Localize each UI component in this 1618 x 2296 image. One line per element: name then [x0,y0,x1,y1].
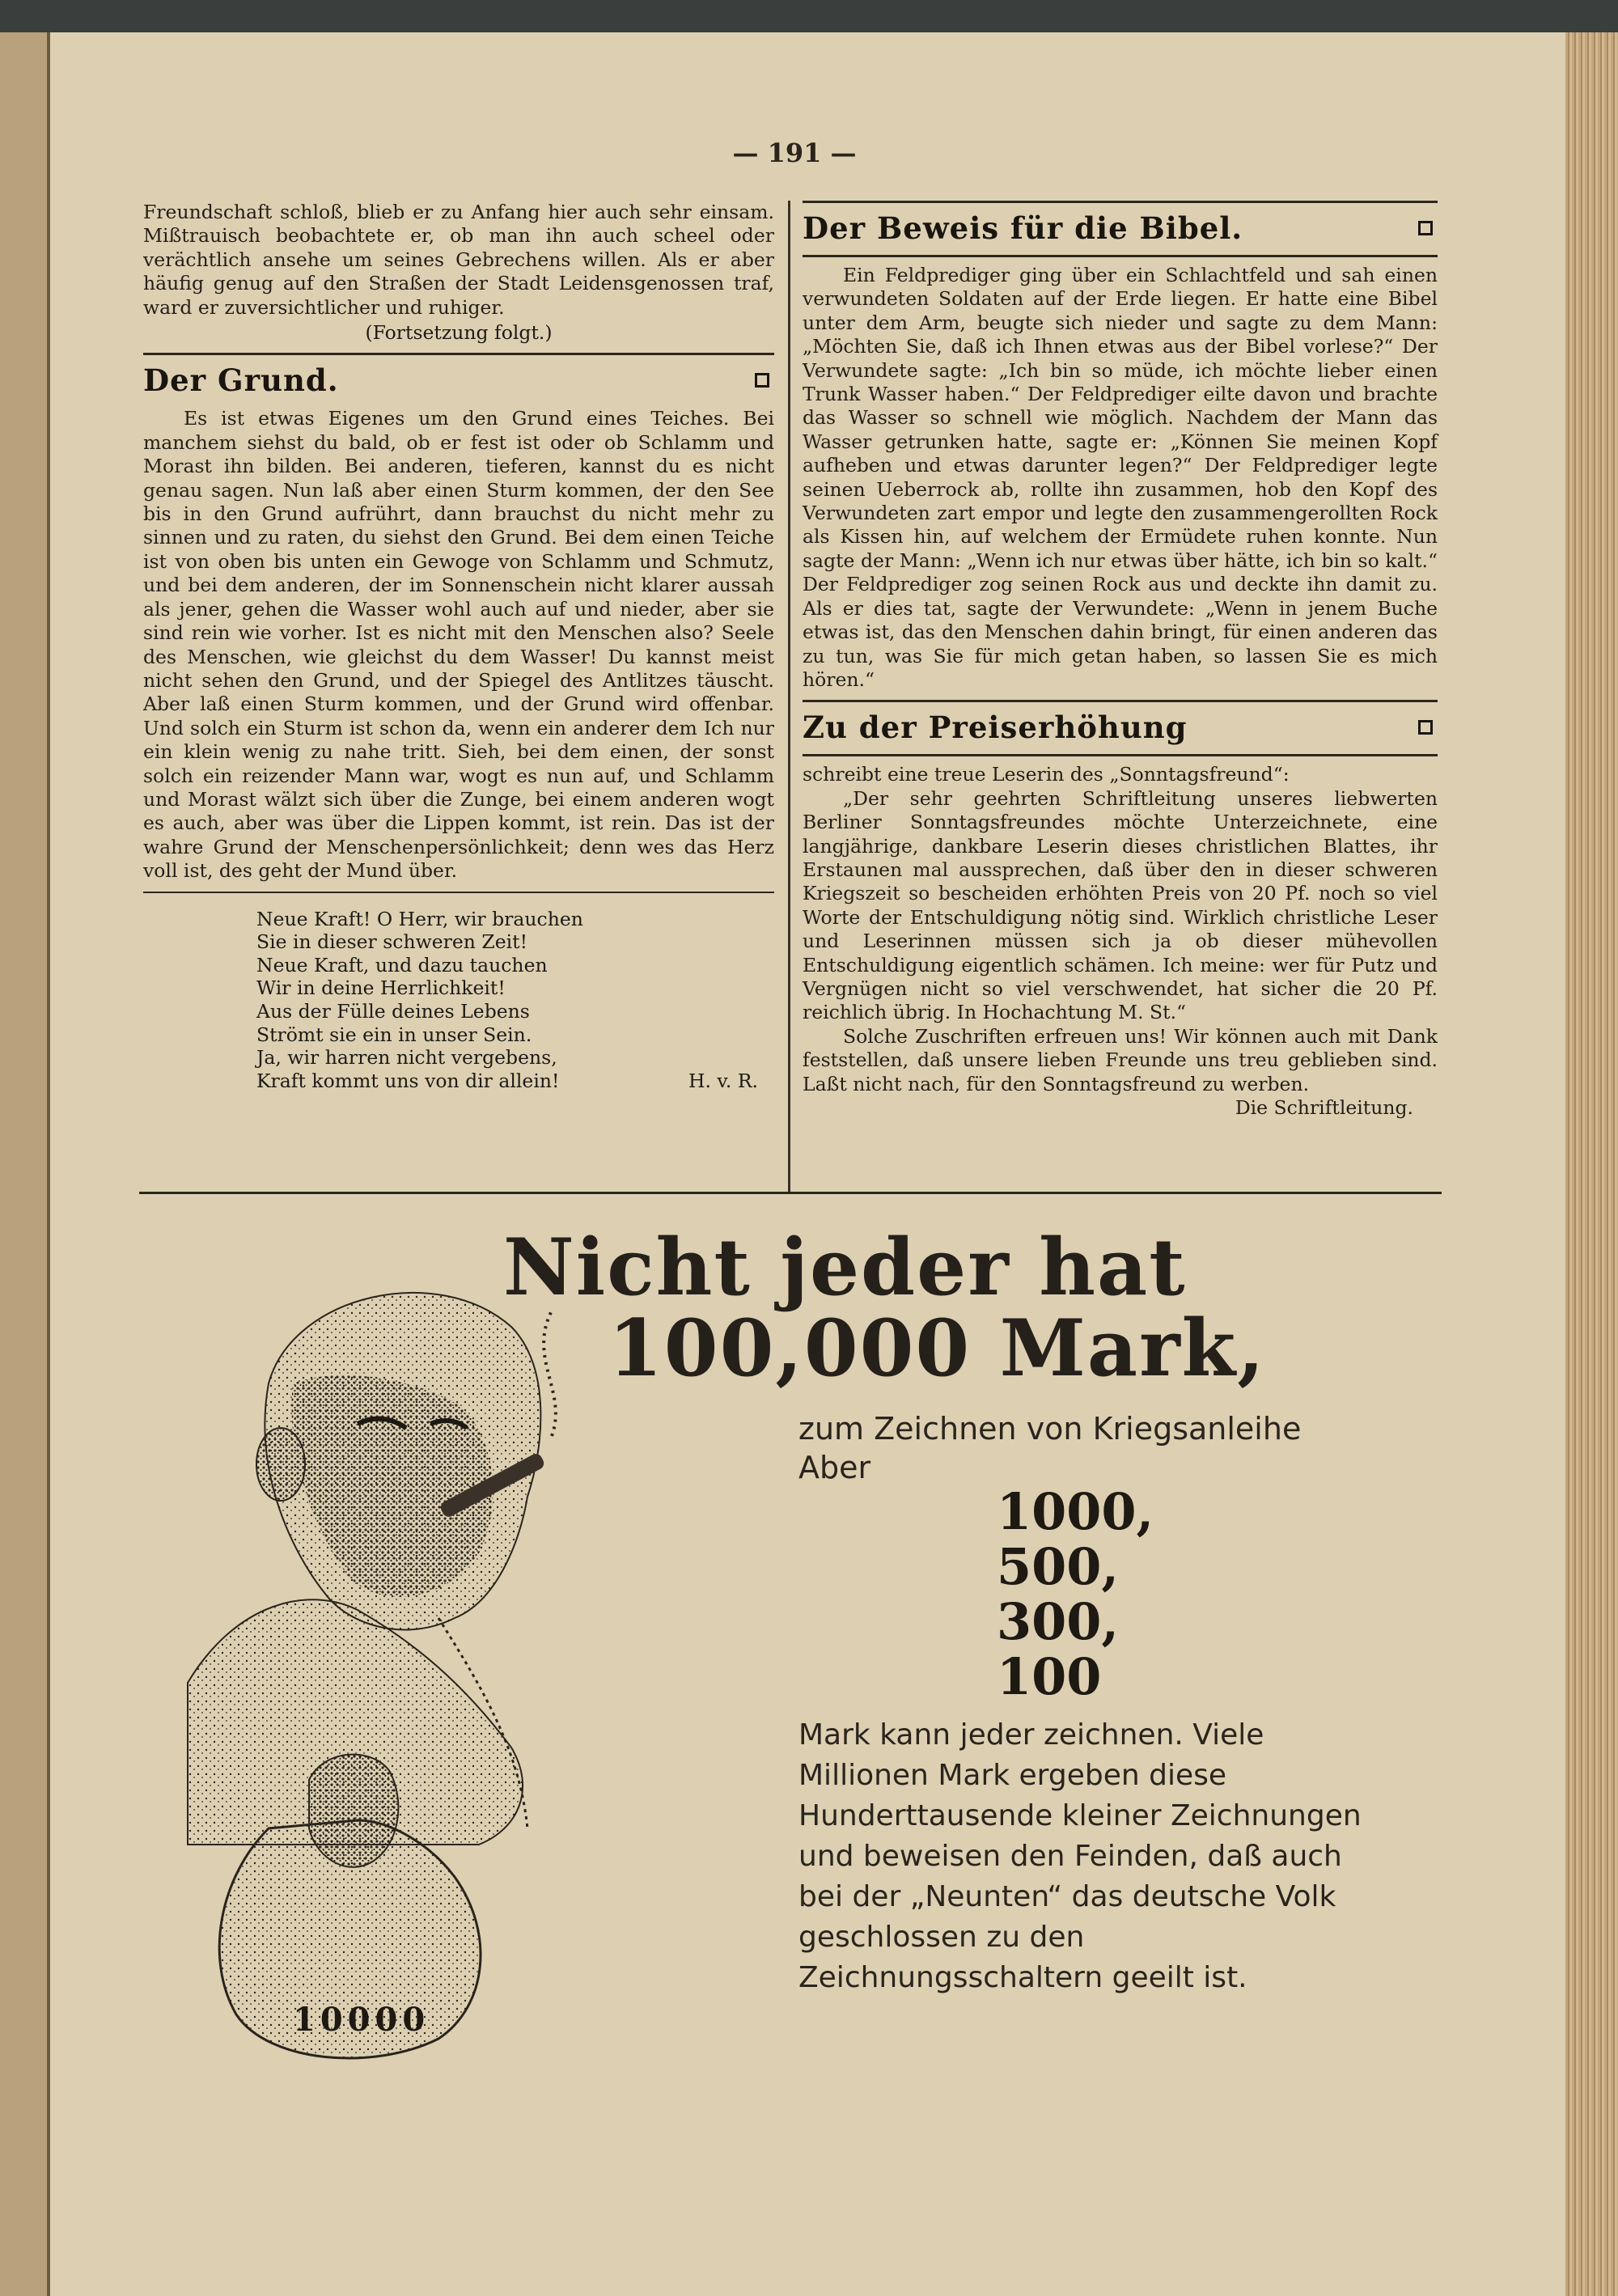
reader-letter: „Der sehr geehrten Schriftleitung unseres liebwerten Berliner Sonntagsfreundes möchte Unterzeichnete, eine langjährige, dankbare Leserin dieses christlichen Blattes, ihr Erstaunen mal aussprechen, daß über den in dieser schweren Kriegszeit so bescheiden erhöhten Preis von 20 Pf. noch so viel Worte der Entschuldigung nötig sind. Wirklich christliche Leser und Leserinnen müssen sich ja ob dieser mühevollen Entschuldigung eigentlich schämen. Ich meine: wer für Putz und Vergnügen nicht so viel verschwendet, hat sicher die 20 Pf. reichlich übrig. In Hochachtung M. St.“ [803,786,1438,1024]
poem-line: Aus der Fülle deines Lebens [256,999,530,1023]
ad-subline [798,1409,1301,1487]
divider [143,892,774,893]
left-page-edge [0,32,50,2296]
page-stack-edge [1565,32,1618,2296]
section-square-icon [1418,720,1433,735]
poem-line: Neue Kraft! O Herr, wir brauchen [256,907,583,930]
left-column [143,201,774,1092]
page-number: — 191 — [732,138,857,168]
ad-headline-line2: 100,000 Mark, [608,1303,1266,1394]
article-title-bibel [803,210,1438,247]
ad-amount: 100 [997,1647,1102,1706]
continued-story-text: Freundschaft schloß, blieb er zu Anfang hier auch sehr einsam. Mißtrauisch beobachtete er, ob man ihn auch scheel oder verächtlich ansehe um seines Gebrechens willen. Als er aber häufig genug auf den Straßen der Stadt Leidensgenossen traf, ward er zuversichtlicher und ruhiger. [143,201,774,319]
article-title-preiserhoehung-text: Zu der Preiserhöhung [803,710,1188,746]
poem-line: Ja, wir harren nicht vergebens, [256,1046,557,1070]
divider [803,754,1438,756]
money-bag-label: 10000 [293,2001,430,2039]
right-column [803,201,1438,1120]
continued-note: (Fortsetzung folgt.) [365,321,553,345]
ad-amounts [997,1482,1154,1706]
divider [803,700,1438,702]
war-bond-advertisement [139,1197,1442,2087]
article-title-grund-text: Der Grund. [143,362,339,399]
article-title-bibel-text: Der Beweis für die Bibel. [803,210,1243,246]
ad-subline-1: zum Zeichnen von Kriegsanleihe [798,1411,1302,1447]
letter-intro: schreibt eine treue Leserin des „Sonntagsfreund“: [803,763,1290,786]
poem-line: Strömt sie ein in unser Sein. [256,1023,532,1046]
section-square-icon [1418,221,1433,235]
poem-line: Sie in dieser schweren Zeit! [256,930,528,954]
ad-subline-2: Aber [798,1450,871,1485]
article-title-grund [143,362,774,399]
divider [803,255,1438,257]
book-page [50,32,1565,2296]
ad-headline-line1: Nicht jeder hat [503,1222,1187,1313]
article-body-grund: Es ist etwas Eigenes um den Grund eines Teiches. Bei manchem siehst du bald, ob er fest ist oder ob Schlamm und Morast ihn bilden. Bei anderen, tieferen, kannst du es nicht genau sagen. Nun laß aber einen Sturm kommen, der den See bis in den Grund aufrührt, dann brauchst du nicht mehr zu sinnen und zu raten, du siehst den Grund. Bei dem einen Teiche ist von oben bis unten ein Gewoge von Schlamm und Schmutz, und bei dem anderen, der im Sonnenschein nicht klarer aussah als jener, gehen die Wasser wohl auch auf und nieder, aber sie sind rein wie vorher. Ist es nicht mit den Menschen also? Seele des Menschen, wie gleichst du dem Wasser! Du kannst meist nicht sehen den Grund, und der Spiegel des Antlitzes täuscht. Aber laß einen Sturm kommen, und der Grund wird offenbar. Und solch ein Sturm ist schon da, wenn ein anderer dem Ich nur ein klein wenig zu nahe tritt. Sieh, bei dem einen, der sonst solch ein reizender Mann war, wogt es nun auf, und Schlamm und Morast wälzt sich über die Zunge, bei einem anderen wogt es auch, aber was über die Lippen kommt, ist rein. Das ist der wahre Grund der Menschenpersönlichkeit; denn wes das Herz voll ist, des geht der Mund über. [143,407,774,883]
poem-line: Kraft kommt uns von dir allein! [256,1069,560,1092]
advertisement-divider [139,1192,1442,1194]
divider [143,353,774,355]
poem-line: Neue Kraft, und dazu tauchen [256,953,548,976]
article-body-bibel: Ein Feldprediger ging über ein Schlachtfeld und sah einen verwundeten Soldaten auf der Erde liegen. Er hatte eine Bibel unter dem Arm, beugte sich nieder und sagte zu dem Mann: „Möchten Sie, daß ich Ihnen etwas aus der Bibel vorlese?“ Der Verwundete sagte: „Ich bin so müde, ich möchte lieber einen Trunk Wasser haben.“ Der Feldprediger eilte davon und brachte das Wasser so schnell wie möglich. Nachdem der Mann das Wasser getrunken hatte, sagte er: „Können Sie meinen Kopf aufheben und etwas darunter legen?“ Der Feldprediger legte seinen Ueberrock ab, rollte ihn zusammen, hob den Kopf des Verwundeten zart empor und legte den zusammengerollten Rock als Kissen hin, auf welchem der Ermüdete ruhen konnte. Nun sagte der Mann: „Wenn ich nur etwas über hätte, ich bin so kalt.“ Der Feldprediger zog seinen Rock aus und deckte ihn damit zu. Als er dies tat, sagte der Verwundete: „Wenn in jenem Buche etwas ist, das den Menschen dahin bringt, für einen anderen das zu tun, was Sie für mich getan haben, so lassen Sie es mich hören.“ [803,264,1438,691]
divider [803,201,1438,203]
ad-body-text: Mark kann jeder zeichnen. Viele Millionen Mark ergeben diese Hunderttausende kleiner Zeichnungen und beweisen den Feinden, daß auch bei der „Neunten“ das deutsche Volk geschlossen zu den Zeichnungsschaltern geeilt ist. [798,1718,1362,1994]
poem-signature: H. v. R. [688,1069,758,1092]
ad-amount: 300, [997,1592,1120,1651]
ad-amount: 500, [997,1537,1120,1596]
column-divider [788,201,790,1192]
article-title-preiserhoehung [803,709,1438,746]
poem [256,908,774,1093]
editor-reply: Solche Zuschriften erfreuen uns! Wir können auch mit Dank feststellen, daß unsere lieben Freunde uns treu geblieben sind. Laßt nicht nach, für den Sonntagsfreund zu werben. [803,1024,1438,1095]
ad-amount: 1000, [997,1482,1154,1541]
poem-line: Wir in deine Herrlichkeit! [256,976,506,1000]
editor-signature: Die Schriftleitung. [1235,1096,1413,1119]
section-square-icon [755,373,769,388]
